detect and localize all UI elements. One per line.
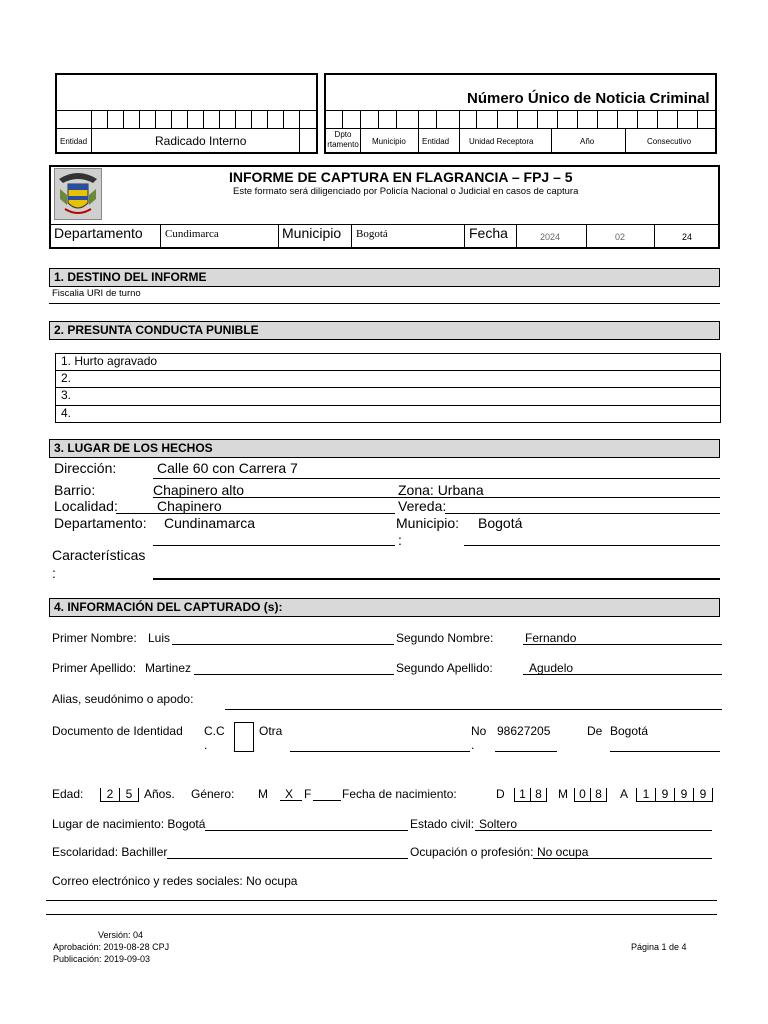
municipio-label-3: Municipio: [396, 515, 460, 531]
radicado-cell-divider [299, 110, 300, 128]
consecutivo-label: Consecutivo [647, 137, 692, 146]
radicado-label: Radicado Interno [155, 134, 247, 148]
estado-civil-label: Estado civil: [410, 817, 475, 831]
localidad-value[interactable]: Chapinero [157, 498, 222, 514]
estado-civil-value[interactable]: Soltero [479, 817, 518, 831]
genero-label: Género: [191, 787, 235, 801]
de-label: De [587, 724, 603, 738]
no-label: No [471, 724, 487, 738]
nunc-cell-divider [577, 110, 578, 128]
mes-digit-box[interactable]: 8 [590, 788, 607, 802]
municipio-value-3[interactable]: Bogotá [478, 515, 523, 531]
radicado-cell-divider [283, 110, 284, 128]
cc-dot: . [204, 738, 208, 752]
conducta-row-2[interactable]: 2. [61, 371, 72, 385]
lugar-nacimiento[interactable]: Lugar de nacimiento: Bogotá [52, 817, 206, 831]
radicado-cell-divider [299, 128, 300, 154]
fecha-nac-label: Fecha de nacimiento: [342, 787, 457, 801]
cc-label: C.C [204, 724, 225, 738]
depto-label-3: Departamento: [54, 515, 147, 531]
nunc-cell-divider [497, 110, 498, 128]
form-title: INFORME DE CAPTURA EN FLAGRANCIA – FPJ – 5 [229, 169, 573, 185]
footer-pagina: Página 1 de 4 [631, 942, 687, 952]
nunc-cell-divider [360, 110, 361, 128]
fecha-year[interactable]: 2024 [540, 232, 561, 242]
dia-digit-box[interactable]: 1 [514, 788, 531, 802]
nunc-cell-divider [396, 110, 397, 128]
radicado-cell-divider [123, 110, 124, 128]
primer-nombre-label: Primer Nombre: [52, 631, 137, 645]
anio-digit-box[interactable]: 9 [674, 788, 694, 802]
segundo-nombre-value[interactable]: Fernando [525, 631, 577, 645]
anio-digit-box[interactable]: 9 [693, 788, 713, 802]
municipio-label: Municipio [282, 225, 342, 241]
no-dot: . [471, 738, 475, 752]
otra-label: Otra [259, 724, 283, 738]
caracteristicas-colon: : [52, 565, 56, 581]
vereda-label: Vereda: [398, 498, 447, 514]
radicado-cell-divider [267, 110, 268, 128]
nunc-cell-divider [436, 110, 437, 128]
nunc-cell-divider [378, 110, 379, 128]
section-1-title: 1. DESTINO DEL INFORME [49, 268, 720, 287]
nunc-cell-divider [459, 128, 460, 154]
departamento-value[interactable]: Cundimarca [165, 228, 219, 240]
documento-number[interactable]: 98627205 [497, 724, 551, 738]
primer-apellido-label: Primer Apellido: [52, 661, 137, 675]
edad-digit-box[interactable]: 5 [119, 788, 139, 802]
correo-redes[interactable]: Correo electrónico y redes sociales: No ocupa [52, 874, 298, 888]
fecha-month[interactable]: 02 [615, 232, 626, 242]
direccion-value[interactable]: Calle 60 con Carrera 7 [157, 460, 298, 476]
depto-value-3[interactable]: Cundinamarca [164, 515, 256, 531]
nunc-cell-divider [625, 128, 626, 154]
nunc-cell-divider [517, 110, 518, 128]
municipio-label-small: Municipio [372, 137, 406, 146]
radicado-cell-divider [187, 110, 188, 128]
nunc-cell-divider [657, 110, 658, 128]
conducta-row-3[interactable]: 3. [61, 388, 72, 402]
dpto-label: Dpto rtamento [327, 130, 359, 149]
anio-digit-box[interactable]: 9 [655, 788, 675, 802]
dia-digit-box[interactable]: 8 [530, 788, 547, 802]
nunc-cell-divider [551, 128, 552, 154]
cc-checkbox[interactable] [234, 722, 254, 752]
fecha-day[interactable]: 24 [682, 232, 693, 242]
conducta-row-4[interactable]: 4. [61, 406, 72, 420]
segundo-apellido-label: Segundo Apellido: [396, 661, 493, 675]
nunc-cell-divider [418, 110, 419, 128]
nunc-cell-divider [597, 110, 598, 128]
footer-publicacion: Publicación: 2019-09-03 [53, 954, 151, 964]
edad-label: Edad: [52, 787, 84, 801]
nunc-cell-divider [617, 110, 618, 128]
radicado-cell-divider [219, 110, 220, 128]
nunc-cell-divider [476, 110, 477, 128]
radicado-cell-divider [139, 110, 140, 128]
entidad-label: Entidad [60, 137, 88, 146]
nunc-cell-divider [537, 110, 538, 128]
municipio-colon-3: : [398, 532, 402, 548]
departamento-label: Departamento [54, 225, 143, 241]
radicado-cell-divider [171, 110, 172, 128]
radicado-cell-divider [251, 110, 252, 128]
fecha-label: Fecha [469, 225, 508, 241]
localidad-label: Localidad: [54, 498, 118, 514]
escolaridad[interactable]: Escolaridad: Bachiller [52, 845, 168, 859]
ocupacion-label: Ocupación o profesión: [410, 845, 534, 859]
radicado-cell-divider [107, 110, 108, 128]
conducta-row-1[interactable]: 1. Hurto agravado [61, 354, 158, 368]
radicado-cell-divider [91, 128, 92, 154]
radicado-cell-divider [155, 110, 156, 128]
section-3-title: 3. LUGAR DE LOS HECHOS [49, 439, 720, 458]
footer-aprobacion: Aprobación: 2019-08-28 CPJ [53, 942, 170, 952]
unidad-label: Unidad Receptora [469, 137, 534, 146]
radicado-cell-divider [91, 110, 92, 128]
nunc-cell-divider [697, 110, 698, 128]
anio-digit-box[interactable]: 1 [636, 788, 656, 802]
edad-digit-box[interactable]: 2 [100, 788, 120, 802]
caracteristicas-label: Características [52, 547, 146, 563]
nunc-cell-divider [557, 110, 558, 128]
section-4-title: 4. INFORMACIÓN DEL CAPTURADO (s): [49, 598, 720, 617]
form-subtitle: Este formato será diligenciado por Policía Nacional o Judicial en casos de captura [233, 186, 579, 197]
radicado-cell-divider [203, 110, 204, 128]
mes-digit-box[interactable]: 0 [574, 788, 591, 802]
nunc-cell-divider [360, 128, 361, 154]
segundo-apellido-value[interactable]: Agudelo [529, 661, 574, 675]
documento-label: Documento de Identidad [52, 724, 183, 738]
entidad-label-right: Entidad [422, 137, 450, 146]
anios-label: Años. [144, 787, 175, 801]
nunc-cell-divider [459, 110, 460, 128]
d-label: D [496, 787, 505, 801]
colombia-coat-of-arms-icon [54, 168, 102, 220]
barrio-label: Barrio: [54, 482, 96, 498]
ocupacion-value[interactable]: No ocupa [537, 845, 589, 859]
genero-x-mark[interactable]: X [285, 787, 294, 801]
zona-value[interactable]: Zona: Urbana [398, 482, 484, 498]
barrio-value[interactable]: Chapinero alto [153, 482, 245, 498]
f-label: F [304, 787, 312, 801]
m-label: M [258, 787, 268, 801]
nunc-cell-divider [677, 110, 678, 128]
nunc-cell-divider [418, 128, 419, 154]
nunc-cell-divider [342, 110, 343, 128]
direccion-label: Dirección: [54, 460, 117, 476]
radicado-cell-divider [235, 110, 236, 128]
anio-label: Año [580, 137, 595, 146]
municipio-value[interactable]: Bogotá [356, 228, 388, 240]
a-label: A [620, 787, 629, 801]
nunc-cell-divider [637, 110, 638, 128]
primer-nombre-value[interactable]: Luis [148, 631, 171, 645]
nunc-title: Número Único de Noticia Criminal [467, 90, 710, 107]
de-value[interactable]: Bogotá [610, 724, 649, 738]
footer-version: Versión: 04 [98, 930, 144, 940]
primer-apellido-value[interactable]: Martinez [145, 661, 192, 675]
segundo-nombre-label: Segundo Nombre: [396, 631, 494, 645]
mm-label: M [558, 787, 568, 801]
section-2-title: 2. PRESUNTA CONDUCTA PUNIBLE [49, 321, 720, 340]
destino-value[interactable]: Fiscalia URI de turno [52, 288, 141, 299]
alias-label: Alias, seudónimo o apodo: [52, 692, 194, 706]
